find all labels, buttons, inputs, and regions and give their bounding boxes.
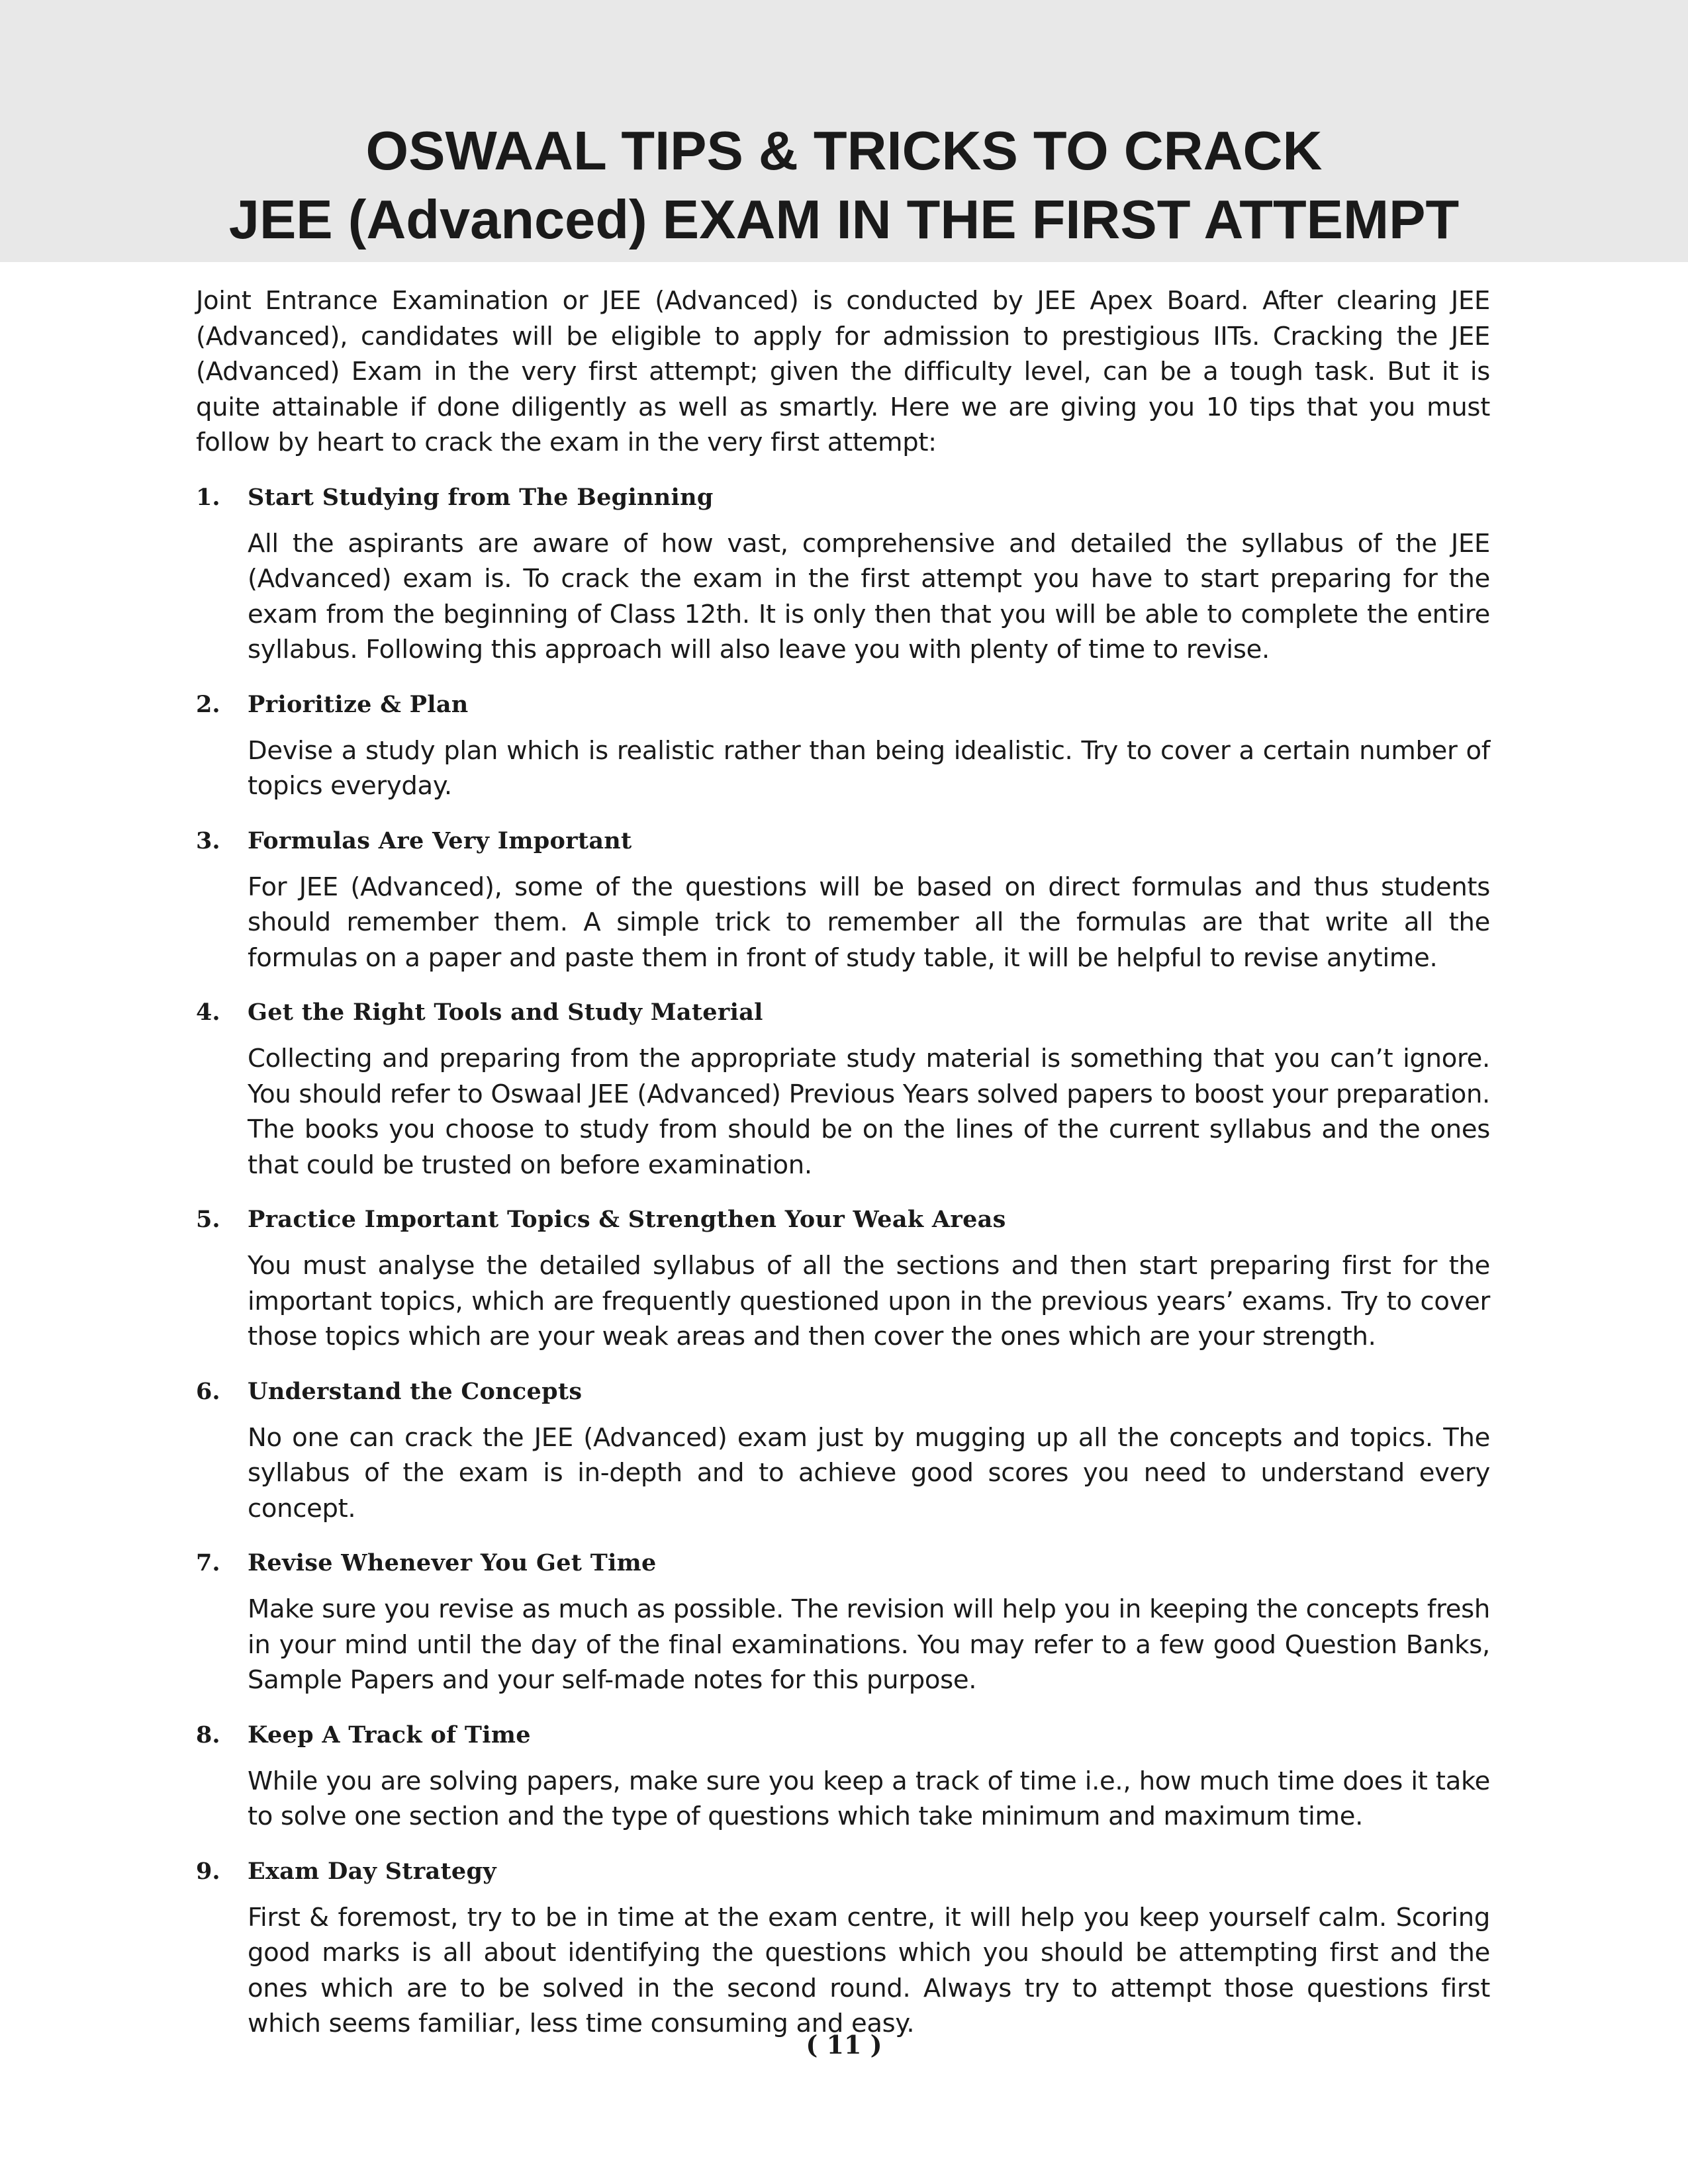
tip-number: 9.: [196, 1857, 220, 1885]
tip-number: 3.: [196, 827, 220, 854]
tip-heading: Keep A Track of Time: [248, 1721, 531, 1749]
tip-number: 6.: [196, 1377, 220, 1405]
page-number: ( 11 ): [806, 2030, 882, 2060]
tip-heading: Revise Whenever You Get Time: [248, 1549, 657, 1576]
tip-body: Devise a study plan which is realistic rather than being idealistic. Try to cover a certain number of topics everyday.: [248, 735, 1490, 801]
tip-body: While you are solving papers, make sure you keep a track of time i.e., how much time does it take to solve one section and the type of questions which take minimum and maximum time.: [248, 1766, 1490, 1831]
tip-heading: Exam Day Strategy: [248, 1857, 496, 1885]
tip-body: All the aspirants are aware of how vast, comprehensive and detailed the syllabus of the JEE (Advanced) exam is. To crack the exam in the first attempt you have to start preparing for the exam from the beginning of Class 12th. It is only then that you will be able to complete the entire syllabus. Following this approach will also leave you with plenty of time to revise.: [248, 528, 1490, 664]
page-title-line-2: JEE (Advanced) EXAM IN THE FIRST ATTEMPT: [228, 189, 1460, 250]
tip-heading: Start Studying from The Beginning: [248, 483, 714, 511]
tip-item: [196, 1853, 1490, 2042]
tip-item: [196, 686, 1490, 804]
tip-heading: Formulas Are Very Important: [248, 827, 632, 854]
article-content: [196, 283, 1490, 2042]
tip-item: [196, 994, 1490, 1183]
tip-heading: Practice Important Topics & Strengthen Your Weak Areas: [248, 1206, 1006, 1233]
tip-number: 8.: [196, 1721, 220, 1749]
tip-item: [196, 1373, 1490, 1527]
tip-number: 7.: [196, 1549, 220, 1576]
tip-heading: Understand the Concepts: [248, 1377, 583, 1405]
tips-list: [196, 479, 1490, 2042]
tip-body: First & foremost, try to be in time at the exam centre, it will help you keep yourself calm. Scoring good marks is all about identifying the questions which you should be attempting first and the ones which are to be solved in the second round. Always try to attempt those questions first which seems familiar, less time consuming and easy.: [248, 1902, 1490, 2038]
tip-body: Make sure you revise as much as possible. The revision will help you in keeping the concepts fresh in your mind until the day of the final examinations. You may refer to a few good Question Banks, Sample Papers and your self-made notes for this purpose.: [248, 1594, 1490, 1695]
tip-number: 5.: [196, 1206, 220, 1233]
tip-number: 1.: [196, 483, 220, 511]
tip-item: [196, 479, 1490, 668]
tip-body: No one can crack the JEE (Advanced) exam just by mugging up all the concepts and topics. The syllabus of the exam is in-depth and to achieve good scores you need to understand every concept.: [248, 1422, 1490, 1524]
tip-item: [196, 823, 1490, 976]
tip-body: Collecting and preparing from the appropriate study material is something that you can’t ignore. You should refer to Oswaal JEE (Advanced) Previous Years solved papers to boost your preparation. The books you choose to study from should be on the lines of the current syllabus and the ones that could be trusted on before examination.: [248, 1044, 1490, 1180]
tip-item: [196, 1717, 1490, 1835]
tip-body: For JEE (Advanced), some of the questions will be based on direct formulas and thus students should remember them. A simple trick to remember all the formulas are that write all the formulas on a paper and paste them in front of study table, it will be helpful to revise anytime.: [248, 872, 1490, 973]
tip-heading: Prioritize & Plan: [248, 690, 469, 718]
tip-item: [196, 1201, 1490, 1355]
title-band: [0, 0, 1688, 262]
intro-paragraph: Joint Entrance Examination or JEE (Advanced) is conducted by JEE Apex Board. After clearing JEE (Advanced), candidates will be eligible to apply for admission to prestigious IITs. Cracking the JEE (Advanced) Exam in the very first attempt; given the difficulty level, can be a tough task. But it is quite attainable if done diligently as well as smartly. Here we are giving you 10 tips that you must follow by heart to crack the exam in the very first attempt:: [196, 286, 1490, 457]
page-title-line-1: OSWAAL TIPS & TRICKS TO CRACK: [365, 120, 1323, 181]
tip-heading: Get the Right Tools and Study Material: [248, 999, 763, 1026]
tip-number: 2.: [196, 690, 220, 718]
tip-number: 4.: [196, 999, 220, 1026]
tip-item: [196, 1545, 1490, 1698]
tip-body: You must analyse the detailed syllabus of all the sections and then start preparing first for the important topics, which are frequently questioned upon in the previous years’ exams. Try to cover those topics which are your weak areas and then cover the ones which are your strength.: [248, 1251, 1490, 1351]
